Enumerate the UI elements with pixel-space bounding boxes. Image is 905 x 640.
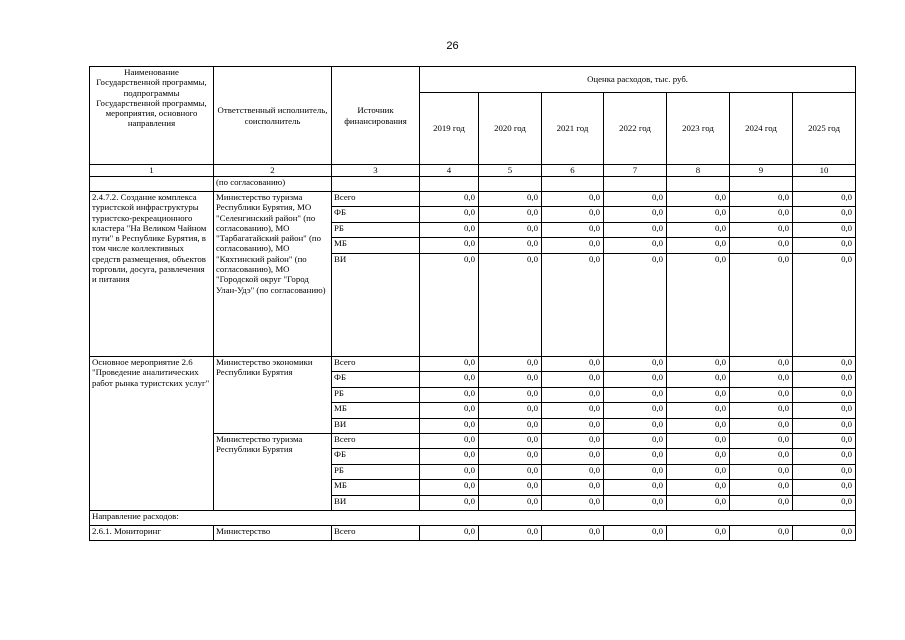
- funding-source: ВИ: [332, 419, 420, 434]
- value-cell: 0,0: [542, 372, 604, 388]
- value-cell: 0,0: [479, 496, 542, 511]
- executor-name: Министерство экономики Республики Бурятия: [214, 357, 332, 434]
- value-cell: 0,0: [479, 449, 542, 465]
- header-funding-source: Источник финансирования: [332, 67, 420, 165]
- value-cell: 0,0: [793, 372, 856, 388]
- executor-name: Министерство туризма Республики Бурятия, МО "Селенгинский район" (по согласованию), МО "Тарбагатайский район" (по согласованию), МО "Кяхтинский район" (по согласованию), МО "Городской округ "Город Улан-Удэ" (по согласованию): [214, 192, 332, 357]
- value-cell: 0,0: [479, 388, 542, 403]
- value-cell: 0,0: [667, 372, 730, 388]
- value-cell: 0,0: [667, 526, 730, 541]
- value-cell: 0,0: [730, 434, 793, 449]
- value-cell: 0,0: [604, 449, 667, 465]
- value-cell: 0,0: [730, 192, 793, 207]
- value-cell: 0,0: [420, 434, 479, 449]
- value-cell: 0,0: [793, 496, 856, 511]
- value-cell: 0,0: [420, 449, 479, 465]
- measure-name: 2.4.7.2. Создание комплекса туристской инфраструктуры туристско-рекреационного кластера "На Великом Чайном пути" в Республике Бурятия, в том числе коллективных средств размещения, объектов торговли, досуга, развлечения и питания: [90, 192, 214, 357]
- value-cell: 0,0: [793, 434, 856, 449]
- value-cell: 0,0: [730, 480, 793, 496]
- value-cell: 0,0: [542, 192, 604, 207]
- value-cell: 0,0: [730, 496, 793, 511]
- value-cell: 0,0: [730, 465, 793, 480]
- header-year: 2020 год: [479, 93, 542, 165]
- value-cell: 0,0: [604, 465, 667, 480]
- value-cell: 0,0: [479, 419, 542, 434]
- value-cell: 0,0: [793, 254, 856, 357]
- value-cell: 0,0: [604, 192, 667, 207]
- value-cell: 0,0: [420, 403, 479, 419]
- continuation-row: [90, 177, 856, 192]
- value-cell: 0,0: [667, 207, 730, 223]
- header-expense-estimate: Оценка расходов, тыс. руб.: [420, 67, 856, 93]
- value-cell: 0,0: [420, 480, 479, 496]
- value-cell: 0,0: [730, 357, 793, 372]
- funding-source: МБ: [332, 480, 420, 496]
- continuation-note: (по согласованию): [214, 177, 332, 192]
- value-cell: 0,0: [479, 480, 542, 496]
- funding-source: Всего: [332, 192, 420, 207]
- value-cell: 0,0: [479, 223, 542, 238]
- value-cell: 0,0: [730, 223, 793, 238]
- value-cell: 0,0: [793, 403, 856, 419]
- value-cell: 0,0: [793, 465, 856, 480]
- value-cell: 0,0: [667, 388, 730, 403]
- expenses-table: [89, 66, 856, 541]
- funding-source: РБ: [332, 223, 420, 238]
- funding-source: ФБ: [332, 449, 420, 465]
- value-cell: 0,0: [420, 207, 479, 223]
- value-cell: 0,0: [793, 192, 856, 207]
- value-cell: 0,0: [604, 480, 667, 496]
- value-cell: 0,0: [667, 357, 730, 372]
- value-cell: 0,0: [730, 254, 793, 357]
- value-cell: 0,0: [667, 449, 730, 465]
- header-year: 2019 год: [420, 93, 479, 165]
- value-cell: 0,0: [793, 526, 856, 541]
- value-cell: 0,0: [479, 254, 542, 357]
- value-cell: 0,0: [730, 238, 793, 254]
- value-cell: 0,0: [667, 419, 730, 434]
- value-cell: 0,0: [420, 526, 479, 541]
- value-cell: 0,0: [667, 434, 730, 449]
- value-cell: 0,0: [793, 480, 856, 496]
- value-cell: 0,0: [604, 496, 667, 511]
- measure-name: Основное мероприятие 2.6 "Проведение аналитических работ рынка туристских услуг": [90, 357, 214, 511]
- value-cell: 0,0: [479, 207, 542, 223]
- value-cell: 0,0: [420, 223, 479, 238]
- column-number: 5: [479, 165, 542, 177]
- value-cell: 0,0: [420, 372, 479, 388]
- value-cell: 0,0: [667, 496, 730, 511]
- value-cell: 0,0: [604, 419, 667, 434]
- value-cell: 0,0: [542, 480, 604, 496]
- funding-source: РБ: [332, 388, 420, 403]
- value-cell: 0,0: [667, 223, 730, 238]
- direction-row: [90, 511, 856, 526]
- direction-label: Направление расходов:: [90, 511, 856, 526]
- value-cell: 0,0: [479, 357, 542, 372]
- value-cell: 0,0: [730, 449, 793, 465]
- column-number: 9: [730, 165, 793, 177]
- value-cell: 0,0: [604, 388, 667, 403]
- header-year: 2023 год: [667, 93, 730, 165]
- column-number: 1: [90, 165, 214, 177]
- value-cell: 0,0: [542, 449, 604, 465]
- value-cell: 0,0: [793, 238, 856, 254]
- header-year: 2022 год: [604, 93, 667, 165]
- header-year: 2025 год: [793, 93, 856, 165]
- funding-source: ФБ: [332, 207, 420, 223]
- source-row: [90, 526, 856, 541]
- header-executor: Ответственный исполнитель, соисполнитель: [214, 67, 332, 165]
- funding-source: ВИ: [332, 254, 420, 357]
- value-cell: 0,0: [420, 192, 479, 207]
- funding-source: МБ: [332, 403, 420, 419]
- value-cell: 0,0: [420, 357, 479, 372]
- value-cell: 0,0: [604, 254, 667, 357]
- value-cell: 0,0: [793, 449, 856, 465]
- value-cell: 0,0: [604, 434, 667, 449]
- column-number: 4: [420, 165, 479, 177]
- value-cell: 0,0: [420, 238, 479, 254]
- header-program-name: Наименование Государственной программы, подпрограммы Государственной программы, мероприятия, основного направления: [90, 67, 214, 165]
- value-cell: 0,0: [542, 254, 604, 357]
- funding-source: Всего: [332, 526, 420, 541]
- value-cell: 0,0: [604, 526, 667, 541]
- column-number: 8: [667, 165, 730, 177]
- value-cell: 0,0: [604, 207, 667, 223]
- funding-source: Всего: [332, 434, 420, 449]
- value-cell: 0,0: [793, 357, 856, 372]
- source-row: [90, 357, 856, 372]
- value-cell: 0,0: [667, 465, 730, 480]
- value-cell: 0,0: [420, 388, 479, 403]
- header-year: 2021 год: [542, 93, 604, 165]
- header-year: 2024 год: [730, 93, 793, 165]
- value-cell: 0,0: [479, 434, 542, 449]
- value-cell: 0,0: [542, 496, 604, 511]
- value-cell: 0,0: [542, 526, 604, 541]
- column-number: 6: [542, 165, 604, 177]
- page-number: 26: [446, 40, 459, 52]
- value-cell: 0,0: [604, 238, 667, 254]
- value-cell: 0,0: [542, 388, 604, 403]
- value-cell: 0,0: [667, 403, 730, 419]
- value-cell: 0,0: [542, 238, 604, 254]
- column-number-row: [90, 165, 856, 177]
- value-cell: 0,0: [730, 419, 793, 434]
- value-cell: 0,0: [667, 480, 730, 496]
- funding-source: МБ: [332, 238, 420, 254]
- funding-source: РБ: [332, 465, 420, 480]
- funding-source: ВИ: [332, 496, 420, 511]
- value-cell: 0,0: [604, 372, 667, 388]
- value-cell: 0,0: [604, 403, 667, 419]
- value-cell: 0,0: [542, 419, 604, 434]
- value-cell: 0,0: [793, 223, 856, 238]
- column-number: 7: [604, 165, 667, 177]
- value-cell: 0,0: [793, 207, 856, 223]
- value-cell: 0,0: [542, 357, 604, 372]
- value-cell: 0,0: [730, 372, 793, 388]
- measure-name: 2.6.1. Мониторинг: [90, 526, 214, 541]
- value-cell: 0,0: [667, 238, 730, 254]
- value-cell: 0,0: [479, 372, 542, 388]
- value-cell: 0,0: [479, 238, 542, 254]
- value-cell: 0,0: [604, 223, 667, 238]
- executor-name: Министерство туризма Республики Бурятия: [214, 434, 332, 511]
- value-cell: 0,0: [542, 223, 604, 238]
- column-number: 10: [793, 165, 856, 177]
- value-cell: 0,0: [420, 419, 479, 434]
- value-cell: 0,0: [542, 207, 604, 223]
- executor-name: Министерство: [214, 526, 332, 541]
- value-cell: 0,0: [420, 465, 479, 480]
- value-cell: 0,0: [793, 419, 856, 434]
- value-cell: 0,0: [730, 207, 793, 223]
- value-cell: 0,0: [667, 254, 730, 357]
- value-cell: 0,0: [420, 254, 479, 357]
- table-header-row-1: [90, 67, 856, 93]
- value-cell: 0,0: [479, 465, 542, 480]
- value-cell: 0,0: [479, 403, 542, 419]
- value-cell: 0,0: [667, 192, 730, 207]
- value-cell: 0,0: [542, 434, 604, 449]
- source-row: [90, 192, 856, 207]
- value-cell: 0,0: [604, 357, 667, 372]
- value-cell: 0,0: [542, 403, 604, 419]
- value-cell: 0,0: [793, 388, 856, 403]
- value-cell: 0,0: [479, 526, 542, 541]
- value-cell: 0,0: [730, 526, 793, 541]
- funding-source: ФБ: [332, 372, 420, 388]
- column-number: 3: [332, 165, 420, 177]
- value-cell: 0,0: [542, 465, 604, 480]
- value-cell: 0,0: [420, 496, 479, 511]
- column-number: 2: [214, 165, 332, 177]
- funding-source: Всего: [332, 357, 420, 372]
- value-cell: 0,0: [730, 388, 793, 403]
- value-cell: 0,0: [730, 403, 793, 419]
- value-cell: 0,0: [479, 192, 542, 207]
